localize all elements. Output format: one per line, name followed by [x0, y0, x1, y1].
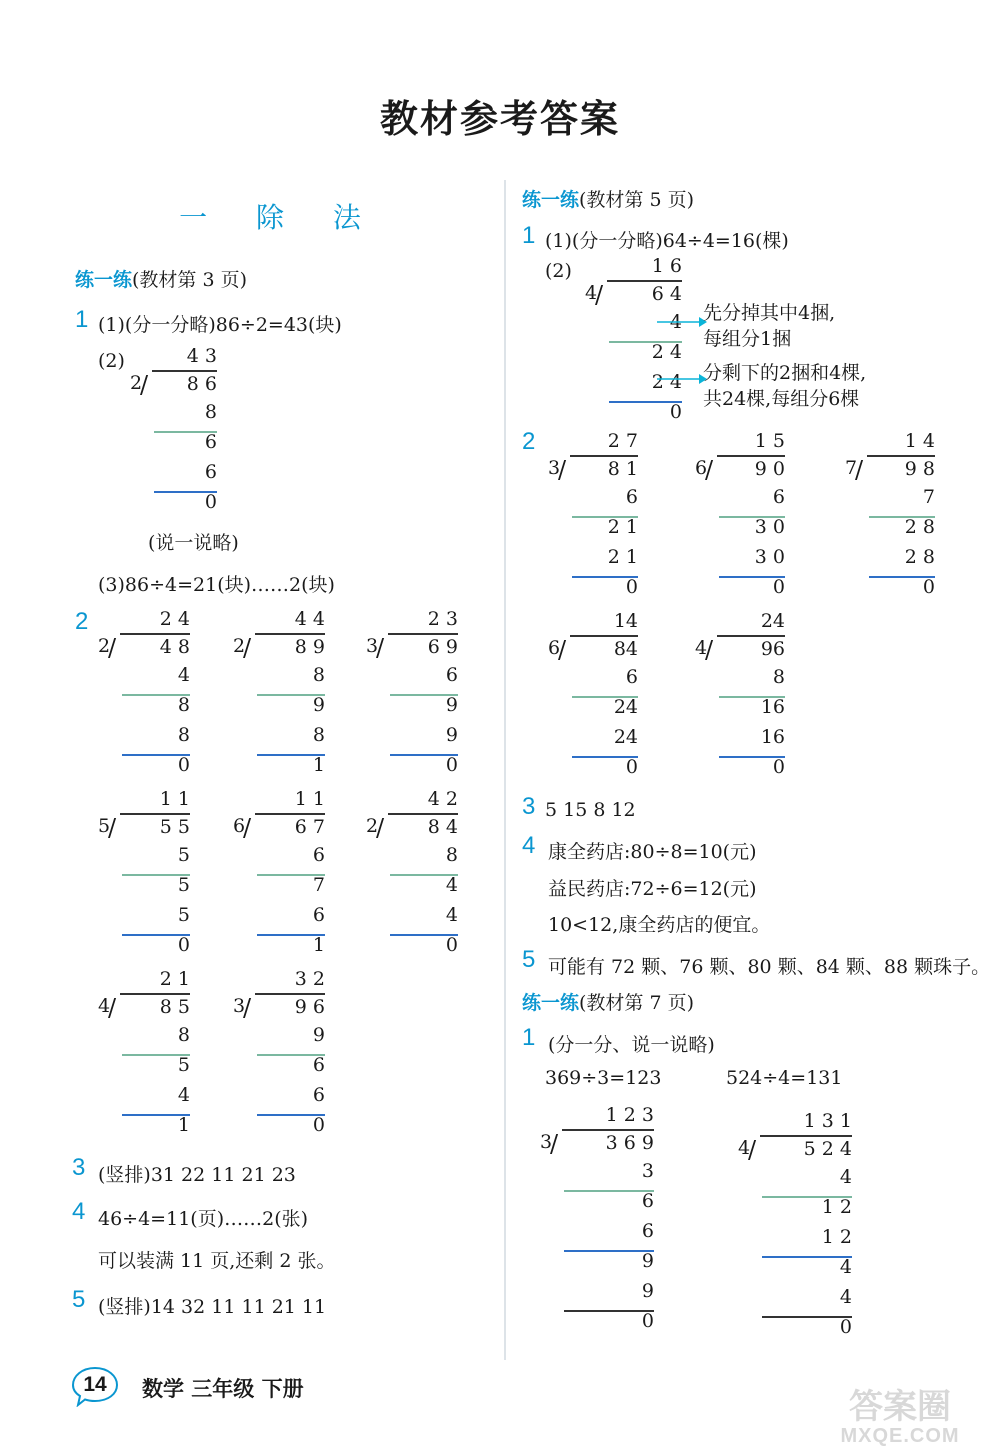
division-bar: [255, 633, 325, 635]
quotient: 1 1: [294, 788, 325, 810]
division-bracket: /: [243, 634, 252, 662]
dividend: 6 9: [427, 636, 458, 658]
step-value: 5: [177, 844, 190, 866]
section-heading-p7: 练一练(教材第 7 页): [522, 992, 695, 1014]
division-bar: [120, 633, 190, 635]
question-number: 1: [522, 1024, 536, 1051]
division-bracket: /: [705, 456, 714, 484]
division-bracket: /: [108, 814, 117, 842]
step-value: 8: [177, 694, 190, 716]
step-value: 8: [312, 724, 325, 746]
dividend: 4 8: [159, 636, 190, 658]
step-value: 2 1: [607, 546, 638, 568]
division-bar: [152, 370, 217, 372]
division-bracket: /: [550, 1130, 559, 1158]
question-number: 1: [75, 306, 89, 333]
step-value: 2 4: [651, 341, 682, 363]
quotient: 24: [760, 610, 785, 632]
divisor: 5: [98, 815, 111, 837]
long-division: [98, 608, 198, 790]
step-value: 0: [312, 1114, 325, 1136]
long-division: [548, 430, 646, 612]
divisor: 4: [695, 637, 708, 659]
step-value: 9: [312, 1024, 325, 1046]
division-bar: [388, 813, 458, 815]
dividend: 8 6: [186, 373, 217, 395]
dividend: 96: [760, 638, 785, 660]
chapter-title: 一 除 法: [179, 201, 381, 234]
step-value: 0: [445, 754, 458, 776]
dividend: 8 5: [159, 996, 190, 1018]
quotient: 2 7: [607, 430, 638, 452]
division-bar: [120, 993, 190, 995]
divisor: 4: [98, 995, 111, 1017]
answer-text: (1)(分一分略)86÷2=43(块): [98, 314, 342, 336]
long-division: [366, 608, 466, 790]
step-value: 6: [204, 461, 217, 483]
quotient: 2 3: [427, 608, 458, 630]
step-value: 8: [312, 664, 325, 686]
page-number: 14: [83, 1373, 107, 1396]
divisor: 3: [233, 995, 246, 1017]
step-value: 6: [204, 431, 217, 453]
note-text: 先分掉其中4捆,: [703, 302, 836, 324]
long-division: [233, 788, 333, 970]
step-value: 0: [204, 491, 217, 513]
division-bracket: /: [243, 814, 252, 842]
quotient: 3 2: [294, 968, 325, 990]
answer-text: (说一说略): [148, 532, 239, 554]
division-bracket: /: [376, 634, 385, 662]
question-number: 2: [522, 428, 536, 455]
divisor: 6: [233, 815, 246, 837]
divisor: 3: [540, 1131, 553, 1153]
division-bracket: /: [376, 814, 385, 842]
equation: 369÷3=123: [545, 1067, 662, 1089]
division-bar: [717, 455, 785, 457]
divisor: 2: [366, 815, 379, 837]
step-value: 6: [445, 664, 458, 686]
divisor: 6: [695, 457, 708, 479]
question-number: 4: [72, 1198, 86, 1225]
division-bar: [562, 1129, 654, 1131]
step-value: 4: [445, 904, 458, 926]
divisor: 3: [366, 635, 379, 657]
divisor: 6: [548, 637, 561, 659]
long-division: [98, 788, 198, 970]
equation: 524÷4=131: [726, 1067, 843, 1089]
question-number: 3: [522, 793, 536, 820]
step-value: 0: [625, 576, 638, 598]
division-bracket: /: [558, 456, 567, 484]
step-value: 0: [922, 576, 935, 598]
step-value: 2 8: [904, 516, 935, 538]
dividend: 84: [613, 638, 638, 660]
step-value: 3: [641, 1160, 654, 1182]
division-bar: [607, 280, 682, 282]
answer-text: (竖排)31 22 11 21 23: [98, 1164, 296, 1186]
step-value: 16: [760, 726, 785, 748]
step-value: 6: [772, 486, 785, 508]
dividend: 5 5: [159, 816, 190, 838]
divisor: 4: [738, 1137, 751, 1159]
dividend: 8 4: [427, 816, 458, 838]
answer-text: 可能有 72 颗、76 颗、80 颗、84 颗、88 颗珠子。: [548, 956, 991, 978]
question-number: 5: [72, 1286, 86, 1313]
answer-text: 益民药店:72÷6=12(元): [548, 878, 757, 900]
step-value: 8: [204, 401, 217, 423]
quotient: 2 1: [159, 968, 190, 990]
step-value: 3 0: [754, 546, 785, 568]
step-value: 1: [177, 1114, 190, 1136]
step-value: 6: [641, 1220, 654, 1242]
answer-text: 46÷4=11(页)……2(张): [98, 1208, 309, 1230]
division-bar: [760, 1135, 852, 1137]
step-value: 8: [772, 666, 785, 688]
step-value: 0: [445, 934, 458, 956]
long-division: [98, 968, 198, 1150]
step-value: 4: [839, 1286, 852, 1308]
dividend: 3 6 9: [605, 1132, 654, 1154]
dividend: 8 1: [607, 458, 638, 480]
division-bracket: /: [705, 636, 714, 664]
quotient: 1 5: [754, 430, 785, 452]
note-text: 分剩下的2捆和4棵,: [703, 362, 867, 384]
step-value: 5: [177, 1054, 190, 1076]
divisor: 7: [845, 457, 858, 479]
question-number: 3: [72, 1154, 86, 1181]
step-value: 1: [312, 754, 325, 776]
division-bar: [388, 633, 458, 635]
answer-label: (2): [545, 260, 572, 282]
division-bar: [717, 635, 785, 637]
long-division: [695, 610, 793, 792]
divisor: 2: [98, 635, 111, 657]
step-value: 5: [177, 874, 190, 896]
step-value: 8: [177, 1024, 190, 1046]
step-value: 0: [177, 754, 190, 776]
step-value: 0: [177, 934, 190, 956]
page-title: 教材参考答案: [379, 97, 620, 141]
step-value: 9: [641, 1250, 654, 1272]
step-value: 24: [613, 696, 638, 718]
step-value: 6: [312, 904, 325, 926]
step-value: 2 8: [904, 546, 935, 568]
step-value: 1 2: [821, 1226, 852, 1248]
long-division: [366, 788, 466, 970]
quotient: 4 4: [294, 608, 325, 630]
divisor: 3: [548, 457, 561, 479]
quotient: 1 6: [651, 255, 682, 277]
quotient: 4 2: [427, 788, 458, 810]
step-value: 16: [760, 696, 785, 718]
step-value: 4: [839, 1166, 852, 1188]
answer-text: (竖排)14 32 11 11 21 11: [98, 1296, 327, 1318]
answer-text: 5 15 8 12: [545, 799, 636, 821]
question-number: 1: [522, 222, 536, 249]
division-bracket: /: [595, 281, 604, 309]
division-bracket: /: [140, 371, 149, 399]
step-value: 0: [772, 576, 785, 598]
division-bracket: /: [558, 636, 567, 664]
step-value: 6: [641, 1190, 654, 1212]
dividend: 5 2 4: [803, 1138, 852, 1160]
division-bracket: /: [108, 634, 117, 662]
dividend: 6 7: [294, 816, 325, 838]
long-division: [548, 610, 646, 792]
divisor: 2: [130, 372, 143, 394]
quotient: 14: [613, 610, 638, 632]
step-value: 4: [177, 1084, 190, 1106]
question-number: 4: [522, 832, 536, 859]
answer-text: 可以装满 11 页,还剩 2 张。: [98, 1250, 336, 1272]
step-value: 1 2: [821, 1196, 852, 1218]
step-value: 6: [312, 1054, 325, 1076]
step-value: 8: [445, 844, 458, 866]
step-value: 4: [669, 311, 682, 333]
step-value: 6: [312, 844, 325, 866]
section-heading-p3: 练一练(教材第 3 页): [75, 269, 248, 291]
step-value: 7: [312, 874, 325, 896]
answer-text: (分一分、说一说略): [548, 1034, 715, 1056]
step-value: 0: [839, 1316, 852, 1338]
question-number: 5: [522, 946, 536, 973]
step-value: 2 4: [651, 371, 682, 393]
answer-label: (2): [98, 350, 125, 372]
long-division: [130, 345, 225, 527]
division-bar: [120, 813, 190, 815]
division-bracket: /: [108, 994, 117, 1022]
answer-text: 康全药店:80÷8=10(元): [548, 841, 757, 863]
dividend: 9 0: [754, 458, 785, 480]
division-bar: [570, 455, 638, 457]
step-value: 0: [669, 401, 682, 423]
step-value: 0: [772, 756, 785, 778]
step-value: 6: [625, 666, 638, 688]
answer-text: (3)86÷4=21(块)……2(块): [98, 574, 335, 596]
step-value: 4: [445, 874, 458, 896]
step-value: 6: [312, 1084, 325, 1106]
step-value: 0: [625, 756, 638, 778]
divisor: 2: [233, 635, 246, 657]
division-bracket: /: [243, 994, 252, 1022]
step-value: 6: [625, 486, 638, 508]
quotient: 1 2 3: [605, 1104, 654, 1126]
step-value: 4: [177, 664, 190, 686]
division-bar: [867, 455, 935, 457]
step-value: 24: [613, 726, 638, 748]
book-title: 数学 三年级 下册: [142, 1377, 304, 1401]
step-value: 4: [839, 1256, 852, 1278]
divisor: 4: [585, 282, 598, 304]
answer-text: 10<12,康全药店的便宜。: [548, 914, 771, 936]
column-divider: [504, 180, 506, 1360]
quotient: 1 1: [159, 788, 190, 810]
step-value: 0: [641, 1310, 654, 1332]
long-division: [695, 430, 793, 612]
dividend: 9 8: [904, 458, 935, 480]
step-value: 9: [445, 724, 458, 746]
quotient: 2 4: [159, 608, 190, 630]
long-division: [738, 1110, 860, 1352]
division-bar: [255, 993, 325, 995]
long-division: [845, 430, 943, 612]
question-number: 2: [75, 608, 89, 635]
division-bar: [255, 813, 325, 815]
step-value: 8: [177, 724, 190, 746]
step-value: 5: [177, 904, 190, 926]
step-value: 7: [922, 486, 935, 508]
division-bracket: /: [855, 456, 864, 484]
dividend: 6 4: [651, 283, 682, 305]
long-division: [540, 1104, 662, 1346]
division-bracket: /: [748, 1136, 757, 1164]
answer-text: (1)(分一分略)64÷4=16(棵): [545, 230, 789, 252]
step-value: 1: [312, 934, 325, 956]
step-value: 9: [445, 694, 458, 716]
dividend: 9 6: [294, 996, 325, 1018]
step-value: 9: [641, 1280, 654, 1302]
dividend: 8 9: [294, 636, 325, 658]
long-division: [233, 608, 333, 790]
division-bar: [570, 635, 638, 637]
step-value: 9: [312, 694, 325, 716]
note-text: 共24棵,每组分6棵: [703, 388, 860, 410]
quotient: 1 3 1: [803, 1110, 852, 1132]
note-text: 每组分1捆: [703, 328, 792, 350]
step-value: 2 1: [607, 516, 638, 538]
section-heading-p5: 练一练(教材第 5 页): [522, 189, 695, 211]
quotient: 4 3: [186, 345, 217, 367]
long-division: [233, 968, 333, 1150]
step-value: 3 0: [754, 516, 785, 538]
quotient: 1 4: [904, 430, 935, 452]
watermark: 答案圈 MXQE.COM: [840, 1387, 960, 1447]
